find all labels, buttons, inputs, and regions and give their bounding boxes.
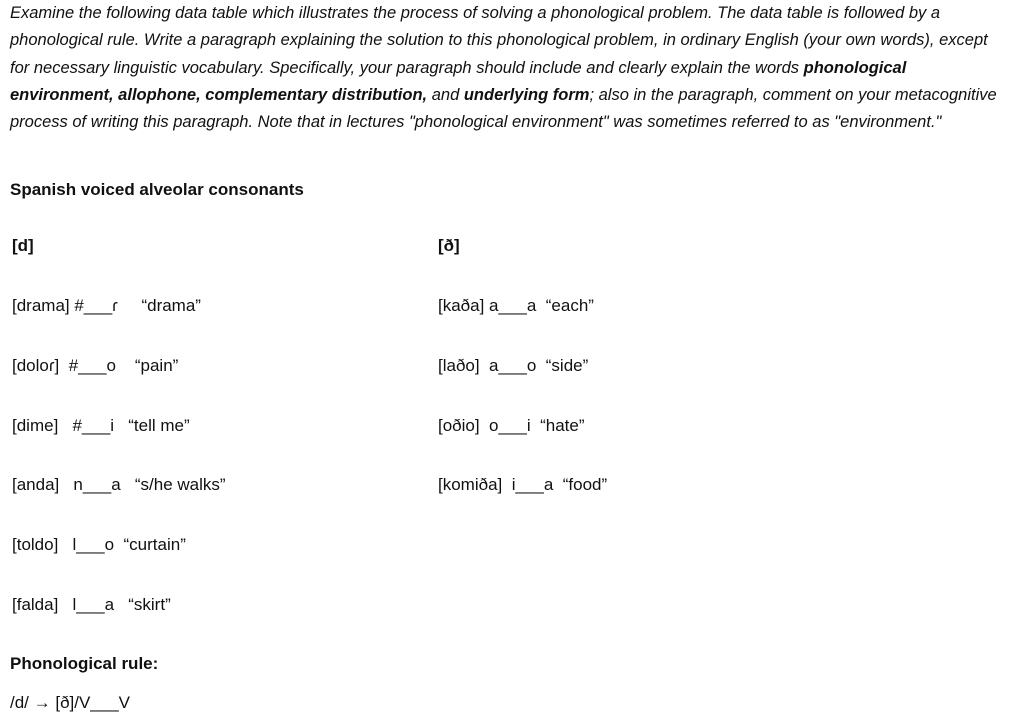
data-row: [falda] l___a “skirt” — [12, 594, 171, 614]
data-row: [drama] #___ɾ “drama” — [12, 296, 201, 315]
data-row: [toldo] l___o “curtain” — [12, 535, 186, 555]
phonological-rule: /d/ → [ð]/V___V — [10, 693, 131, 712]
column-header: [d] — [12, 236, 34, 255]
data-row: [komiða] i___a “food” — [438, 475, 608, 495]
data-row: [kaða] a___a “each” — [438, 296, 594, 315]
data-row: [laðo] a___o “side” — [438, 355, 589, 375]
column-header: [ð] — [438, 236, 460, 255]
column-eth — [438, 236, 607, 535]
data-row: [anda] n___a “s/he walks” — [12, 475, 226, 495]
data-row: [doloɾ] #___o “pain” — [12, 355, 179, 375]
table-title: Spanish voiced alveolar consonants — [10, 180, 304, 199]
data-row: [oðio] o___i “hate” — [438, 415, 585, 435]
rule-title: Phonological rule: — [10, 654, 159, 673]
data-row: [dime] #___i “tell me” — [12, 415, 190, 435]
column-d — [12, 236, 226, 655]
instructions: Examine the following data table which illustrates the process of solving a phonological problem. The data table is followed by a phonological rule. Write a paragraph explaining the solution to this phonological problem, in ordinary English (your own words), except for necessary linguistic vocabulary. Specifically, your paragraph should include and clearly explain the words phonological environment, allophone, complementary distribution, and underlying form; also in the paragraph, comment on your metacognitive process of writing this paragraph. Note that in lectures "phonological environment" was sometimes referred to as "environment." — [10, 4, 997, 132]
